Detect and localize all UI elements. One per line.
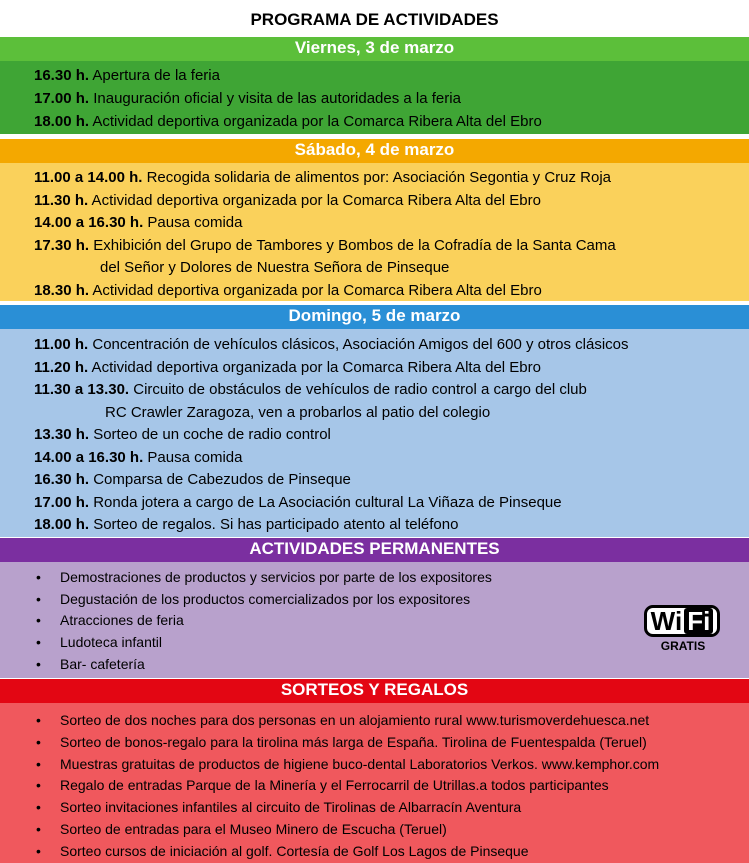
domingo-schedule-item [34, 448, 242, 468]
domingo-schedule-item [34, 493, 562, 513]
list-item-text: Ludoteca infantil [60, 634, 162, 651]
sorteos-header: SORTEOS Y REGALOS [0, 679, 749, 703]
bullet-icon: • [36, 590, 41, 607]
page-title: PROGRAMA DE ACTIVIDADES [250, 10, 499, 29]
schedule-time: 18.00 h. [34, 516, 90, 533]
permanentes-list-item [36, 654, 145, 674]
domingo-schedule-item [34, 470, 351, 490]
bullet-icon: • [36, 655, 41, 672]
schedule-time: 11.00 a 14.00 h. [34, 169, 143, 186]
sabado-schedule-item [34, 213, 242, 233]
schedule-text: Pausa comida [143, 448, 243, 466]
permanentes-header: ACTIVIDADES PERMANENTES [0, 538, 749, 562]
schedule-text-continuation: del Señor y Dolores de Nuestra Señora de Pinseque [100, 259, 450, 276]
schedule-text: Inauguración oficial y visita de las autoridades a la feria [89, 90, 461, 107]
list-item-text: Demostraciones de productos y servicios por parte de los expositores [60, 569, 492, 585]
wifi-word-b: Fi [684, 608, 713, 634]
schedule-time: 11.00 h. [34, 336, 89, 353]
schedule-text: Recogida solidaria de alimentos por: Asociación Segontia y Cruz Roja [142, 169, 612, 186]
permanentes-list-item [36, 589, 470, 609]
list-item-text: Atracciones de feria [60, 612, 184, 629]
viernes-header: Viernes, 3 de marzo [0, 37, 749, 61]
schedule-text-continuation: RC Crawler Zaragoza, ven a probarlos al patio del colegio [105, 403, 491, 421]
bullet-icon: • [36, 777, 41, 794]
domingo-header: Domingo, 5 de marzo [0, 305, 749, 329]
schedule-time: 17.00 h. [34, 90, 90, 107]
viernes-schedule-item [34, 89, 461, 109]
permanentes-list-item [36, 632, 162, 652]
schedule-time: 17.30 h. [34, 236, 90, 254]
schedule-text: Actividad deportiva organizada por la Comarca Ribera Alta del Ebro [89, 281, 542, 299]
list-item-text: Degustación de los productos comercializados por los expositores [60, 590, 471, 607]
sorteos-list-item [36, 754, 659, 774]
schedule-text: Ronda jotera a cargo de La Asociación cultural La Viñaza de Pinseque [89, 493, 562, 511]
bullet-icon: • [36, 842, 41, 859]
schedule-time: 14.00 a 16.30 h. [34, 214, 144, 231]
bullet-icon: • [36, 712, 41, 728]
schedule-text: Actividad deportiva organizada por la Comarca Ribera Alta del Ebro [89, 113, 542, 130]
sabado-schedule-item [34, 168, 611, 188]
bullet-icon: • [36, 799, 41, 816]
schedule-time: 14.00 a 16.30 h. [34, 448, 144, 466]
domingo-schedule-item [34, 335, 629, 355]
schedule-time: 18.30 h. [34, 281, 90, 299]
sorteos-list-item [36, 775, 609, 795]
schedule-text: Exhibición del Grupo de Tambores y Bombos de la Cofradía de la Santa Cama [89, 236, 616, 254]
domingo-schedule-item [34, 358, 541, 378]
schedule-text: Comparsa de Cabezudos de Pinseque [89, 471, 351, 488]
schedule-text: Sorteo de regalos. Si has participado atento al teléfono [89, 516, 459, 533]
schedule-text: Actividad deportiva organizada por la Comarca Ribera Alta del Ebro [88, 358, 541, 376]
bullet-icon: • [36, 821, 41, 837]
viernes-schedule-item [34, 66, 220, 86]
schedule-time: 11.30 a 13.30. [34, 381, 130, 398]
schedule-text: Concentración de vehículos clásicos, Asociación Amigos del 600 y otros clásicos [88, 336, 629, 353]
wifi-word-a: Wi [650, 606, 683, 636]
domingo-schedule-item [34, 515, 458, 535]
list-item-text: Sorteo cursos de iniciación al golf. Cortesía de Golf Los Lagos de Pinseque [60, 842, 529, 859]
list-item-text: Sorteo de entradas para el Museo Minero de Escucha (Teruel) [60, 821, 447, 837]
sorteos-list-item [36, 841, 529, 861]
permanentes-list-item [36, 610, 184, 630]
bullet-icon: • [36, 733, 41, 750]
list-item-text: Bar- cafetería [60, 655, 145, 672]
schedule-text: Actividad deportiva organizada por la Comarca Ribera Alta del Ebro [88, 191, 541, 209]
schedule-text: Sorteo de un coche de radio control [89, 426, 331, 443]
list-item-text: Regalo de entradas Parque de la Minería y el Ferrocarril de Utrillas.a todos participantes [60, 777, 609, 794]
list-item-text: Muestras gratuitas de productos de higiene buco-dental Laboratorios Verkos. www.kemphor.com [60, 755, 660, 772]
sorteos-list-item [36, 710, 649, 730]
schedule-text: Apertura de la feria [89, 67, 220, 84]
wifi-gratis-label: GRATIS [660, 639, 706, 653]
viernes-schedule-item [34, 112, 542, 132]
list-item-text: Sorteo de bonos-regalo para la tirolina más larga de España. Tirolina de Fuentespalda (Teruel) [60, 733, 647, 750]
schedule-text: Pausa comida [143, 214, 243, 231]
wifi-logo [644, 605, 720, 637]
schedule-time: 13.30 h. [34, 426, 90, 443]
wifi-free-icon [644, 605, 722, 653]
bullet-icon: • [36, 569, 41, 585]
domingo-schedule-item [34, 425, 331, 445]
sabado-schedule-item [34, 191, 541, 211]
schedule-time: 11.20 h. [34, 358, 89, 376]
bullet-icon: • [36, 612, 41, 629]
list-item-text: Sorteo invitaciones infantiles al circuito de Tirolinas de Albarracín Aventura [60, 799, 522, 816]
schedule-time: 18.00 h. [34, 113, 90, 130]
sorteos-list-item [36, 732, 647, 752]
sabado-schedule-item [34, 236, 616, 256]
list-item-text: Sorteo de dos noches para dos personas en un alojamiento rural www.turismoverdehuesca.net [60, 712, 650, 728]
sabado-header: Sábado, 4 de marzo [0, 139, 749, 163]
schedule-time: 16.30 h. [34, 471, 90, 488]
bullet-icon: • [36, 755, 41, 772]
sorteos-list-item [36, 797, 521, 817]
schedule-time: 16.30 h. [34, 67, 90, 84]
sorteos-list-item [36, 819, 447, 839]
bullet-icon: • [36, 634, 41, 651]
schedule-time: 17.00 h. [34, 493, 90, 511]
sabado-schedule-item [34, 281, 542, 301]
schedule-time: 11.30 h. [34, 191, 89, 209]
schedule-text: Circuito de obstáculos de vehículos de radio control a cargo del club [129, 381, 587, 398]
permanentes-list-item [36, 567, 492, 587]
domingo-schedule-item [34, 380, 587, 400]
